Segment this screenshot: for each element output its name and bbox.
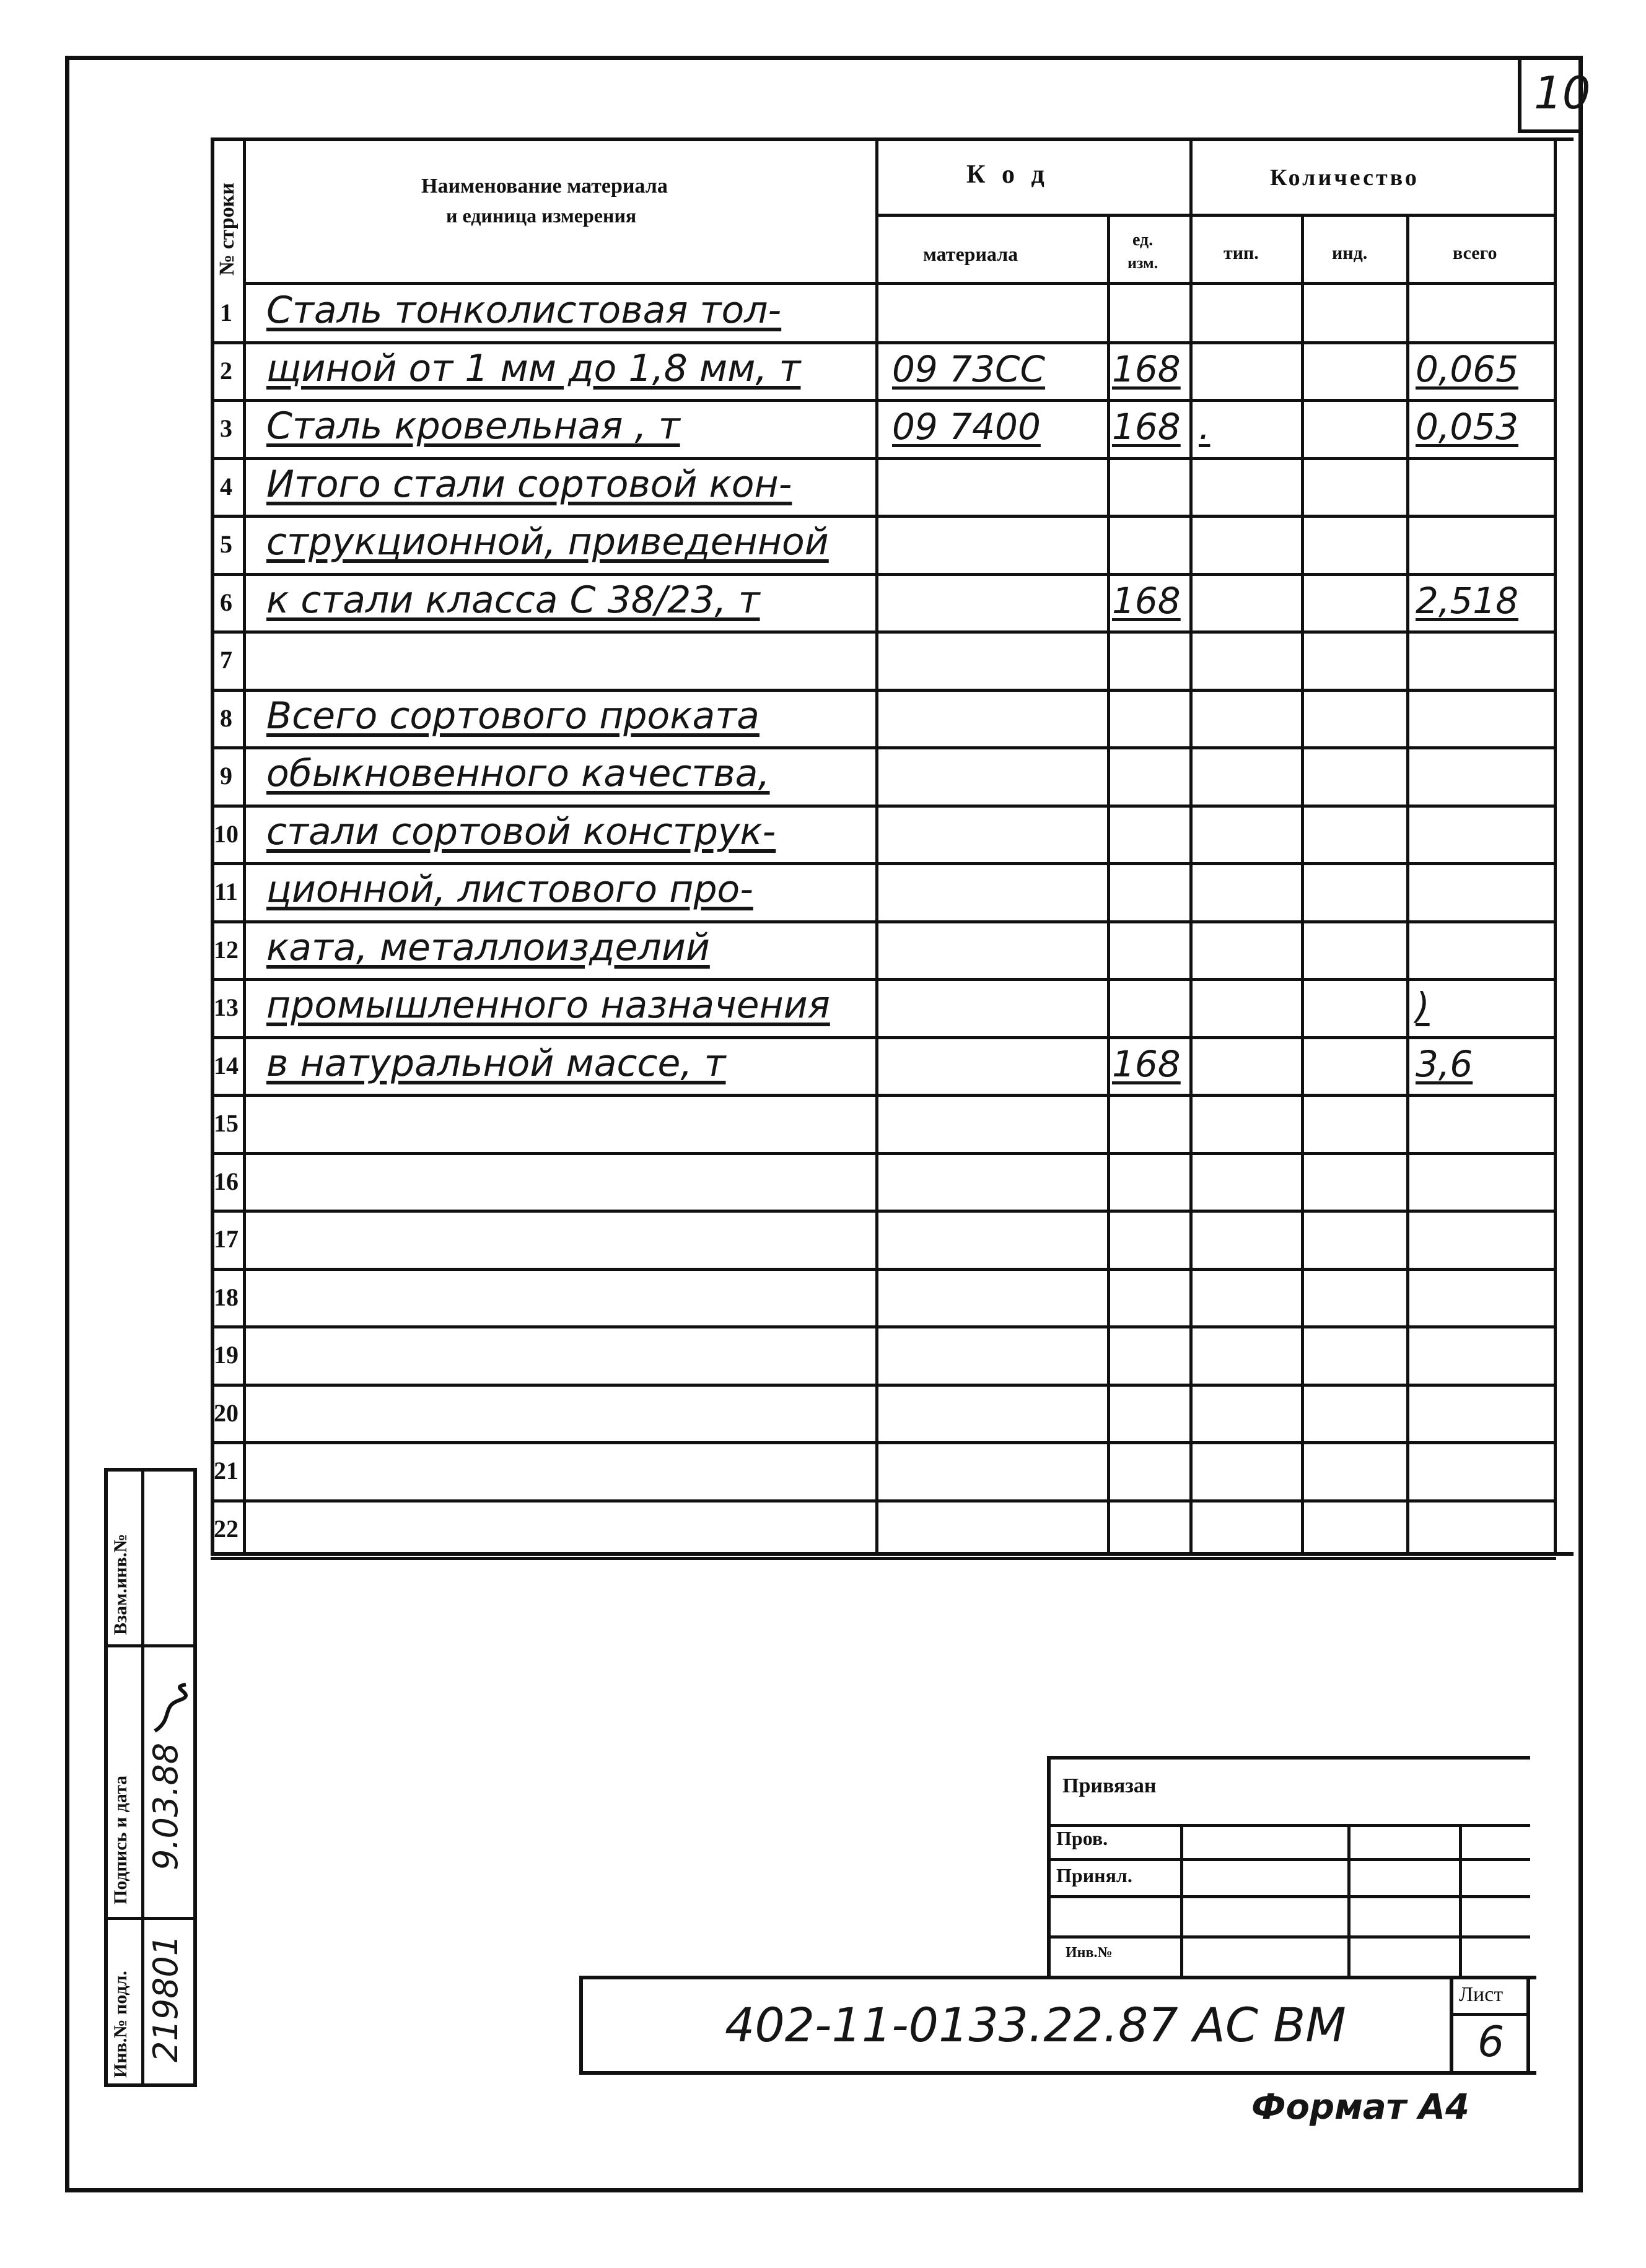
qty-type-header: тип. xyxy=(1224,243,1259,263)
name-header-line2: и единица измерения xyxy=(446,204,637,227)
qty-total-header: всего xyxy=(1453,243,1497,263)
format-note: Формат А4 xyxy=(1251,2087,1469,2127)
row-divider xyxy=(211,805,1556,808)
row-number: 6 xyxy=(220,588,232,616)
row-number: 15 xyxy=(214,1109,239,1137)
cell-unit: 168 xyxy=(1112,1042,1181,1085)
material-name: в натуральной массе, т xyxy=(266,1041,726,1085)
top-sheet-number-box xyxy=(1518,56,1591,133)
cell-type: . xyxy=(1199,406,1210,448)
row-divider xyxy=(211,341,1556,344)
row-number: 11 xyxy=(214,878,238,905)
row-number: 22 xyxy=(214,1514,239,1543)
row-number: 13 xyxy=(214,993,239,1021)
inv-orig-label: Инв.№ подл. xyxy=(110,1971,131,2078)
cell-total: 3,6 xyxy=(1416,1042,1473,1085)
row-number: 7 xyxy=(220,646,232,674)
material-name: струкционной, приведенной xyxy=(266,520,829,564)
row-number: 3 xyxy=(220,414,232,442)
row-number-header: № строки xyxy=(216,183,239,276)
row-number: 20 xyxy=(214,1398,239,1427)
row-divider xyxy=(211,862,1556,865)
cell-unit: 168 xyxy=(1112,579,1181,622)
qty-ind-header: инд. xyxy=(1332,243,1368,263)
row-divider xyxy=(211,746,1556,749)
cell-total: 2,518 xyxy=(1416,579,1519,622)
material-name: обыкновенного качества, xyxy=(266,752,770,795)
accepted-label: Принял. xyxy=(1056,1864,1132,1886)
row-number: 1 xyxy=(220,299,232,326)
row-number: 8 xyxy=(220,704,232,732)
row-divider xyxy=(211,630,1556,634)
inv-orig-value: 219801 xyxy=(146,1934,185,2062)
signature-mark xyxy=(149,1681,192,1737)
top-sheet-number: 10 xyxy=(1534,67,1591,119)
row-divider xyxy=(211,1325,1556,1328)
code-material-header: материала xyxy=(923,243,1018,265)
row-divider xyxy=(211,920,1556,923)
material-name: промышленного назначения xyxy=(266,984,830,1027)
material-name: ционной, листового про- xyxy=(266,868,753,911)
row-divider xyxy=(211,689,1556,692)
row-divider xyxy=(211,1499,1556,1503)
cell-code: 09 7400 xyxy=(892,406,1041,448)
code-group-header: К о д xyxy=(966,160,1049,189)
material-name: Сталь кровельная , т xyxy=(266,404,680,448)
row-divider xyxy=(211,1036,1556,1039)
row-number: 10 xyxy=(214,819,239,848)
material-name: стали сортовой конструк- xyxy=(266,809,776,853)
row-divider xyxy=(211,573,1556,576)
material-name: Итого стали сортовой кон- xyxy=(266,462,792,506)
row-number: 18 xyxy=(214,1283,239,1311)
row-divider xyxy=(211,1152,1556,1155)
material-name: щиной от 1 мм до 1,8 мм, т xyxy=(266,346,801,390)
row-divider xyxy=(211,1094,1556,1097)
row-divider xyxy=(211,399,1556,402)
cell-code: 09 73СС xyxy=(892,347,1046,390)
row-divider xyxy=(211,1441,1556,1444)
sign-date-value: 9.03.88 xyxy=(146,1742,185,1870)
sheet-label: Лист xyxy=(1459,1983,1504,2006)
row-divider xyxy=(211,515,1556,518)
code-unit-header-2: изм. xyxy=(1127,254,1158,272)
material-name: ката, металлоизделий xyxy=(266,925,710,969)
inv-label: Инв.№ xyxy=(1066,1945,1113,1961)
name-header-line1: Наименование материала xyxy=(421,175,668,198)
bound-label: Привязан xyxy=(1062,1774,1157,1797)
row-number: 17 xyxy=(214,1225,239,1253)
code-unit-header-1: ед. xyxy=(1132,230,1154,250)
row-number: 9 xyxy=(220,762,232,790)
qty-group-header: Количество xyxy=(1270,165,1419,191)
row-number: 16 xyxy=(214,1167,239,1195)
cell-total: ) xyxy=(1416,985,1430,1027)
cell-total: 0,053 xyxy=(1416,406,1519,448)
sheet-value: 6 xyxy=(1477,2018,1505,2067)
row-number: 4 xyxy=(220,472,232,500)
cell-unit: 168 xyxy=(1112,406,1181,448)
row-number: 2 xyxy=(220,356,232,385)
row-divider xyxy=(211,1210,1556,1213)
material-name: Всего сортового проката xyxy=(266,694,760,738)
row-divider xyxy=(211,1557,1556,1560)
row-divider xyxy=(211,978,1556,981)
checked-label: Пров. xyxy=(1056,1827,1108,1849)
row-number: 5 xyxy=(220,530,232,558)
sign-date-label: Подпись и дата xyxy=(110,1775,131,1904)
row-number: 21 xyxy=(214,1457,239,1485)
material-name: к стали класса С 38/23, т xyxy=(266,578,760,622)
row-number: 14 xyxy=(214,1051,239,1079)
row-divider xyxy=(211,1268,1556,1271)
row-divider xyxy=(211,1384,1556,1387)
row-number: 19 xyxy=(214,1341,239,1369)
material-name: Сталь тонколистовая тол- xyxy=(266,289,782,332)
row-divider xyxy=(211,457,1556,460)
doc-code: 402-11-0133.22.87 АС ВМ xyxy=(725,1997,1346,2052)
cell-unit: 168 xyxy=(1112,347,1181,390)
row-number: 12 xyxy=(214,935,239,964)
replace-inv-label: Взам.инв.№ xyxy=(110,1533,131,1635)
cell-total: 0,065 xyxy=(1416,347,1519,390)
